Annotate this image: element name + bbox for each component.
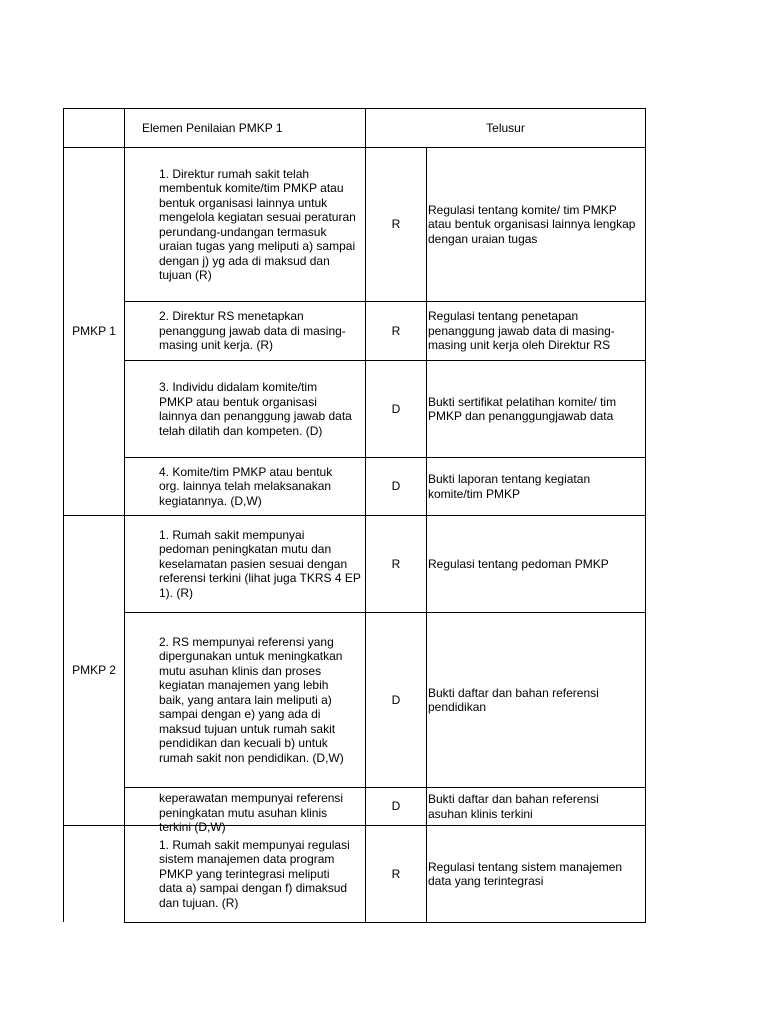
evidence-text: Bukti daftar dan bahan referensi asuhan klinis terkini [428, 792, 599, 821]
group-label-pmkp1: PMKP 1 [72, 324, 116, 339]
table-row-code [366, 613, 426, 787]
table-row-evidence [428, 361, 645, 457]
table-row-code [366, 361, 426, 457]
header-telusur-column [366, 108, 645, 148]
header-telusur-label: Telusur [486, 120, 525, 135]
table-row-element [159, 826, 365, 922]
table-row-element [159, 148, 365, 301]
code-text: R [391, 556, 401, 571]
evidence-text: Bukti sertifikat pelatihan komite/ tim PMKP dan penanggungjawab data [428, 394, 617, 423]
evidence-text: Bukti laporan tentang kegiatan komite/tim PMKP [428, 472, 591, 501]
table-row-evidence [428, 788, 645, 825]
table-row-code [366, 302, 426, 360]
element-text: 3. Individu didalam komite/tim PMKP atau bentuk organisasi lainnya dan penanggung jawab data telah dilatih dan kompeten. (D) [159, 380, 352, 438]
table-row-evidence [428, 148, 645, 301]
code-text: D [391, 479, 401, 494]
table-row-code [366, 826, 426, 922]
table-row-element [159, 613, 365, 787]
header-element-label: Elemen Penilaian PMKP 1 [142, 120, 283, 135]
table-row-evidence [428, 458, 645, 515]
table-row-evidence [428, 613, 645, 787]
table-row-element [159, 361, 365, 457]
table-row-evidence [428, 826, 645, 922]
table-row-evidence [428, 516, 645, 612]
table-row-element [159, 458, 365, 515]
table-row-element [159, 302, 365, 360]
table-row-code [366, 458, 426, 515]
element-text: 1. Rumah sakit mempunyai regulasi sistem manajemen data program PMKP yang terintegrasi meliputi data a) sampai dengan f) dimaksud dan tujuan. (R) [159, 837, 350, 910]
element-text: 1. Direktur rumah sakit telah membentuk komite/tim PMKP atau bentuk organisasi lainnya untuk mengelola kegiatan sesuai peraturan perundang-undangan termasuk uraian tugas yang meliputi a) sampai dengan j) yg ada di maksud dan tujuan (R) [159, 166, 356, 282]
code-text: D [391, 692, 401, 707]
table-row-element [159, 516, 365, 612]
table-border [124, 922, 646, 923]
table-row-code [366, 516, 426, 612]
code-text: R [391, 217, 401, 232]
element-text: 2. Direktur RS menetapkan penanggung jawab data di masing- masing unit kerja. (R) [159, 309, 346, 353]
table-row-evidence [428, 302, 645, 360]
element-text: keperawatan mempunyai referensi peningkatan mutu asuhan klinis terkini (D,W) [159, 791, 344, 834]
table-row-code [366, 148, 426, 301]
evidence-text: Regulasi tentang sistem manajemen data yang terintegrasi [428, 859, 623, 888]
code-text: R [391, 866, 401, 881]
table-row-element [159, 788, 365, 834]
evidence-text: Regulasi tentang pedoman PMKP [428, 556, 609, 571]
evidence-text: Regulasi tentang penetapan penanggung jawab data di masing- masing unit kerja oleh Direktur RS [428, 309, 615, 353]
code-text: D [391, 799, 401, 814]
evidence-text: Bukti daftar dan bahan referensi pendidikan [428, 685, 599, 714]
table-border [426, 147, 427, 922]
element-text: 4. Komite/tim PMKP atau bentuk org. lainnya telah melaksanakan kegiatannya. (D,W) [159, 464, 333, 508]
element-text: 2. RS mempunyai referensi yang dipergunakan untuk meningkatkan mutu asuhan klinis dan proses kegiatan manajemen yang lebih baik, yang antara lain meliputi a) sampai dengan e) yang ada di maksud tujuan untuk rumah sakit pendidikan dan kecuali b) untuk rumah sakit non pendidikan. (D,W) [159, 634, 344, 765]
group-label-pmkp3 [64, 826, 124, 922]
table-row-code [366, 788, 426, 825]
header-element-column [142, 108, 362, 148]
code-text: D [391, 401, 401, 416]
evidence-text: Regulasi tentang komite/ tim PMKP atau bentuk organisasi lainnya lengkap dengan uraian tugas [428, 202, 636, 246]
element-text: 1. Rumah sakit mempunyai pedoman peningkatan mutu dan keselamatan pasien sesuai dengan referensi terkini (lihat juga TKRS 4 EP 1). (R) [159, 527, 361, 600]
group-label-pmkp2: PMKP 2 [72, 663, 116, 678]
code-text: R [391, 323, 401, 338]
